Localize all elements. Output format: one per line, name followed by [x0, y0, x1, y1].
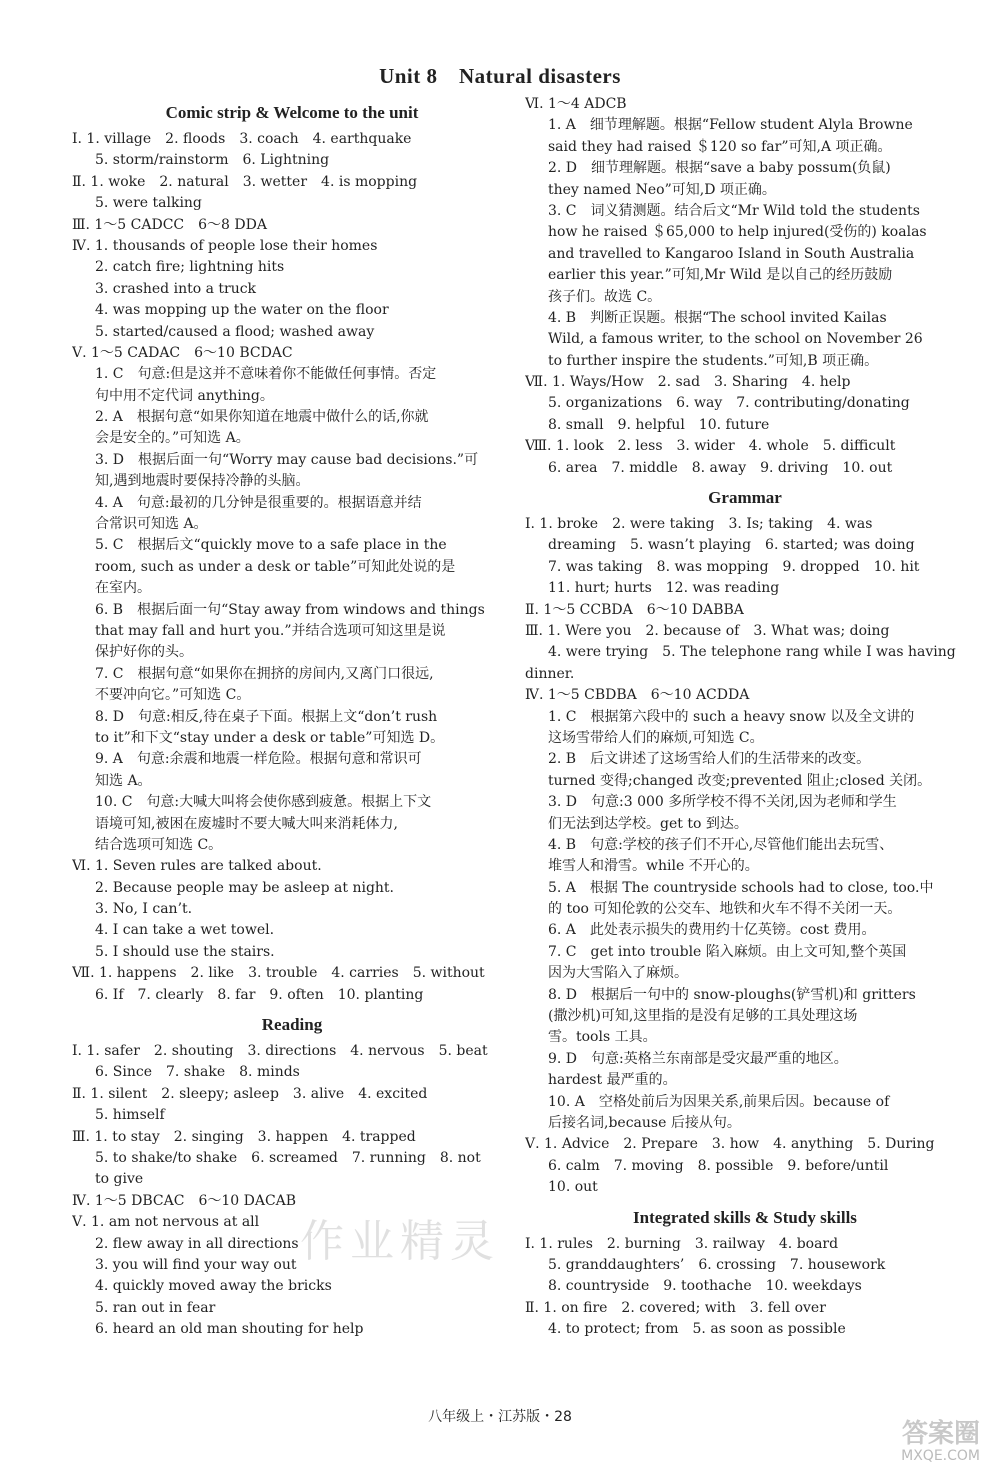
section-heading: Grammar [708, 488, 782, 508]
page-footer: 八年级上・江苏版・28 [428, 1409, 572, 1425]
answer-line: Ⅱ. 1. silent 2. sleepy; asleep 3. alive 4. excited [72, 1085, 428, 1102]
answer-line: 6. area 7. middle 8. away 9. driving 10. out [548, 459, 893, 476]
logo-text: 答案圈 [901, 1419, 980, 1449]
answer-line: 5. started/caused a flood; washed away [95, 323, 375, 340]
answer-line: Ⅴ. 1. am not nervous at all [72, 1214, 260, 1231]
answer-line: 5. organizations 6. way 7. contributing/donating [548, 395, 910, 412]
answer-line: 句中用不定代词 anything。 [95, 387, 274, 404]
answer-line: 语境可知,被困在废墟时不要大喊大叫来消耗体力, [95, 815, 398, 832]
answer-line: 10. C 句意:大喊大叫将会使你感到疲惫。根据上下文 [95, 794, 432, 811]
answer-line: 3. you will find your way out [95, 1256, 297, 1273]
answer-line: 9. D 句意:英格兰东南部是受灾最严重的地区。 [548, 1050, 848, 1067]
answer-line: 10. out [548, 1179, 598, 1196]
answer-line: Ⅲ. 1. Were you 2. because of 3. What was; doing [525, 622, 890, 639]
answer-line: 因为大雪陷入了麻烦。 [548, 965, 688, 982]
answer-line: 9. A 句意:余震和地震一样危险。根据句意和常识可 [95, 751, 422, 768]
answer-line: 8. countryside 9. toothache 10. weekdays [548, 1278, 862, 1295]
answer-line: they named Neo”可知,D 项正确。 [548, 181, 776, 198]
answer-line: 4. B 判断正误题。根据“The school invited Kailas [548, 309, 887, 326]
answer-line: 3. crashed into a truck [95, 280, 257, 297]
answer-line: Ⅰ. 1. village 2. floods 3. coach 4. earthquake [72, 131, 412, 147]
answer-line: 5. A 根据 The countryside schools had to close, too.中 [548, 879, 934, 896]
answer-line: 4. quickly moved away the bricks [95, 1278, 332, 1295]
answer-line: Ⅷ. 1. look 2. less 3. wider 4. whole 5. difficult [525, 438, 896, 455]
answer-line: 6. heard an old man shouting for help [95, 1321, 364, 1338]
answer-line: 8. D 句意:相反,待在桌子下面。根据上文“don’t rush [95, 708, 438, 725]
page-title: Unit 8 Natural disasters [379, 64, 621, 88]
answer-line: 8. small 9. helpful 10. future [548, 416, 770, 433]
answer-line: said they had raised ＄120 so far”可知,A 项正确。 [548, 138, 892, 155]
answer-line: (撒沙机)可知,这里指的是没有足够的工具处理这场 [548, 1008, 858, 1025]
answer-line: 2. A 根据句意“如果你知道在地震中做什么的话,你就 [95, 409, 429, 426]
answer-line: Ⅵ. 1～4 ADCB [525, 96, 627, 112]
answer-line: Ⅳ. 1～5 CBDBA 6～10 ACDDA [525, 687, 750, 704]
answer-line: 4. A 句意:最初的几分钟是很重要的。根据语意并结 [95, 494, 422, 511]
answer-line: Ⅴ. 1～5 CADAC 6～10 BCDAC [72, 344, 293, 361]
answer-line: 2. flew away in all directions [95, 1235, 299, 1252]
answer-line: Ⅱ. 1. woke 2. natural 3. wetter 4. is mopping [72, 173, 418, 190]
answer-line: 8. D 根据后一句中的 snow-ploughs(铲雪机)和 gritters [548, 986, 916, 1003]
section-heading: Reading [261, 1015, 323, 1035]
answer-line: 2. catch fire; lightning hits [95, 259, 285, 276]
answer-line: earlier this year.”可知,Mr Wild 是以自己的经历鼓励 [548, 267, 893, 284]
answer-line: 3. C 词义猜测题。结合后文“Mr Wild told the students [548, 202, 920, 219]
answer-line: Ⅳ. 1～5 DBCAC 6～10 DACAB [72, 1192, 297, 1209]
answer-line: to further inspire the students.”可知,B 项正确。 [548, 352, 879, 369]
answer-line: 5. I should use the stairs. [95, 943, 275, 960]
answer-line: Wild, a famous writer, to the school on November 26 [548, 331, 923, 348]
answer-line: 1. A 细节理解题。根据“Fellow student Alyla Browne [548, 117, 913, 134]
answer-line: 知选 A。 [95, 772, 152, 789]
answer-line: 1. C 句意:但是这并不意味着你不能做任何事情。否定 [95, 366, 437, 383]
answer-line: Ⅲ. 1. to stay 2. singing 3. happen 4. trapped [72, 1128, 416, 1145]
answer-line: Ⅶ. 1. happens 2. like 3. trouble 4. carries 5. without [72, 965, 485, 982]
answer-line: 不要冲向它。”可知选 C。 [95, 687, 251, 704]
section-heading: Comic strip & Welcome to the unit [165, 103, 419, 122]
answer-line: 10. A 空格处前后为因果关系,前果后因。because of [548, 1093, 890, 1110]
answer-line: Ⅱ. 1～5 CCBDA 6～10 DABBA [525, 601, 744, 618]
answer-line: 4. I can take a wet towel. [95, 922, 275, 939]
answer-line: 4. B 句意:学校的孩子们不开心,尽管他们能出去玩雪、 [548, 836, 894, 853]
watermark: 作业精灵 [300, 1216, 500, 1267]
answer-line: hardest 最严重的。 [548, 1072, 677, 1089]
answer-line: dreaming 5. wasn’t playing 6. started; was doing [548, 537, 915, 554]
answer-line: 在室内。 [95, 580, 151, 597]
answer-line: 5. storm/rainstorm 6. Lightning [95, 152, 330, 169]
answer-line: 7. C get into trouble 陷入麻烦。由上文可知,整个英国 [548, 943, 907, 960]
answer-line: turned 变得;changed 改变;prevented 阻止;closed 关闭。 [548, 772, 932, 789]
answer-line: 5. C 根据后文“quickly move to a safe place in the [95, 537, 447, 554]
answer-line: 3. D 根据后面一句“Worry may cause bad decisions.”可 [95, 451, 479, 468]
answer-line: 11. hurt; hurts 12. was reading [548, 580, 780, 597]
answer-line: 4. to protect; from 5. as soon as possible [548, 1321, 846, 1338]
answer-line: 保护好你的头。 [95, 644, 193, 661]
answer-line: Ⅱ. 1. on fire 2. covered; with 3. fell over [525, 1299, 826, 1316]
answer-line: 5. himself [95, 1107, 165, 1124]
answer-line: 的 too 可知伦敦的公交车、地铁和火车不得不关闭一天。 [548, 901, 902, 918]
answer-line: 6. If 7. clearly 8. far 9. often 10. planting [95, 986, 424, 1003]
answer-line: 6. Since 7. shake 8. minds [95, 1064, 300, 1081]
answer-line: 这场雪带给人们的麻烦,可知选 C。 [548, 729, 764, 746]
answer-line: Ⅴ. 1. Advice 2. Prepare 3. how 4. anything 5. During [525, 1136, 935, 1153]
answer-line: 5. granddaughters’ 6. crossing 7. housework [548, 1256, 886, 1273]
answer-line: 堆雪人和滑雪。while 不开心的。 [548, 858, 759, 875]
answer-line: to give [95, 1171, 144, 1188]
answer-line: Ⅵ. 1. Seven rules are talked about. [72, 858, 322, 875]
answer-line: 们无法到达学校。get to 到达。 [548, 815, 748, 832]
answer-line: Ⅰ. 1. safer 2. shouting 3. directions 4. nervous 5. beat [72, 1043, 488, 1060]
answer-line: that may fall and hurt you.”并结合选项可知这里是说 [95, 622, 446, 639]
answer-line: 合常识可知选 A。 [95, 516, 208, 533]
answer-line: 3. No, I can’t. [95, 901, 193, 918]
answer-line: 5. to shake/to shake 6. screamed 7. running 8. not [95, 1149, 481, 1166]
right-column [525, 94, 965, 1340]
answer-line: 雪。tools 工具。 [548, 1029, 657, 1046]
answer-line: 孩子们。故选 C。 [548, 288, 662, 305]
answer-line: 6. calm 7. moving 8. possible 9. before/until [548, 1157, 889, 1174]
answer-line: 1. C 根据第六段中的 such a heavy snow 以及全文讲的 [548, 708, 915, 725]
answer-line: Ⅶ. 1. Ways/How 2. sad 3. Sharing 4. help [525, 374, 851, 391]
answer-line: 2. D 细节理解题。根据“save a baby possum(负鼠) [548, 160, 891, 177]
answer-line: 7. C 根据句意“如果你在拥挤的房间内,又离门口很远, [95, 665, 434, 682]
answer-line: 5. were talking [95, 195, 202, 212]
section-heading: Integrated skills & Study skills [633, 1207, 857, 1227]
answer-line: 知,遇到地震时要保持冷静的头脑。 [95, 473, 310, 490]
answer-line: Ⅲ. 1～5 CADCC 6～8 DDA [72, 216, 267, 233]
answer-line: 2. Because people may be asleep at night. [95, 879, 394, 896]
answer-line: 后接名词,because 后接从句。 [548, 1114, 741, 1131]
answer-line: 5. ran out in fear [95, 1299, 216, 1316]
answer-line: room, such as under a desk or table”可知此处说的是 [95, 558, 456, 575]
answer-line: 3. D 句意:3 000 多所学校不得不关闭,因为老师和学生 [548, 794, 897, 811]
answer-line: Ⅰ. 1. broke 2. were taking 3. Is; taking 4. was [525, 516, 873, 533]
answer-line: 6. B 根据后面一句“Stay away from windows and things [95, 601, 485, 618]
answer-line: 6. A 此处表示损失的费用约十亿英镑。cost 费用。 [548, 922, 876, 939]
answer-line: to it”和下文“stay under a desk or table”可知选 D。 [95, 729, 445, 746]
answer-line: how he raised ＄65,000 to help injured(受伤的) koalas [548, 224, 927, 241]
site-logo [830, 1420, 980, 1468]
answer-line: 会是安全的。”可知选 A。 [95, 430, 250, 447]
answer-line: and travelled to Kangaroo Island in South Australia [548, 245, 915, 262]
answer-line: Ⅰ. 1. rules 2. burning 3. railway 4. board [525, 1235, 839, 1252]
answer-line: 4. was mopping up the water on the floor [95, 302, 389, 319]
answer-line: dinner. [525, 665, 575, 682]
logo-url: MXQE.COM [901, 1448, 980, 1464]
left-column [72, 94, 512, 1340]
answer-line: 2. B 后文讲述了这场雪给人们的生活带来的改变。 [548, 751, 871, 768]
answer-line: 4. were trying 5. The telephone rang while I was having [548, 644, 956, 661]
answer-line: 7. was taking 8. was mopping 9. dropped 10. hit [548, 558, 920, 575]
answer-line: 结合选项可知选 C。 [95, 836, 223, 853]
answer-line: Ⅳ. 1. thousands of people lose their homes [72, 237, 378, 254]
